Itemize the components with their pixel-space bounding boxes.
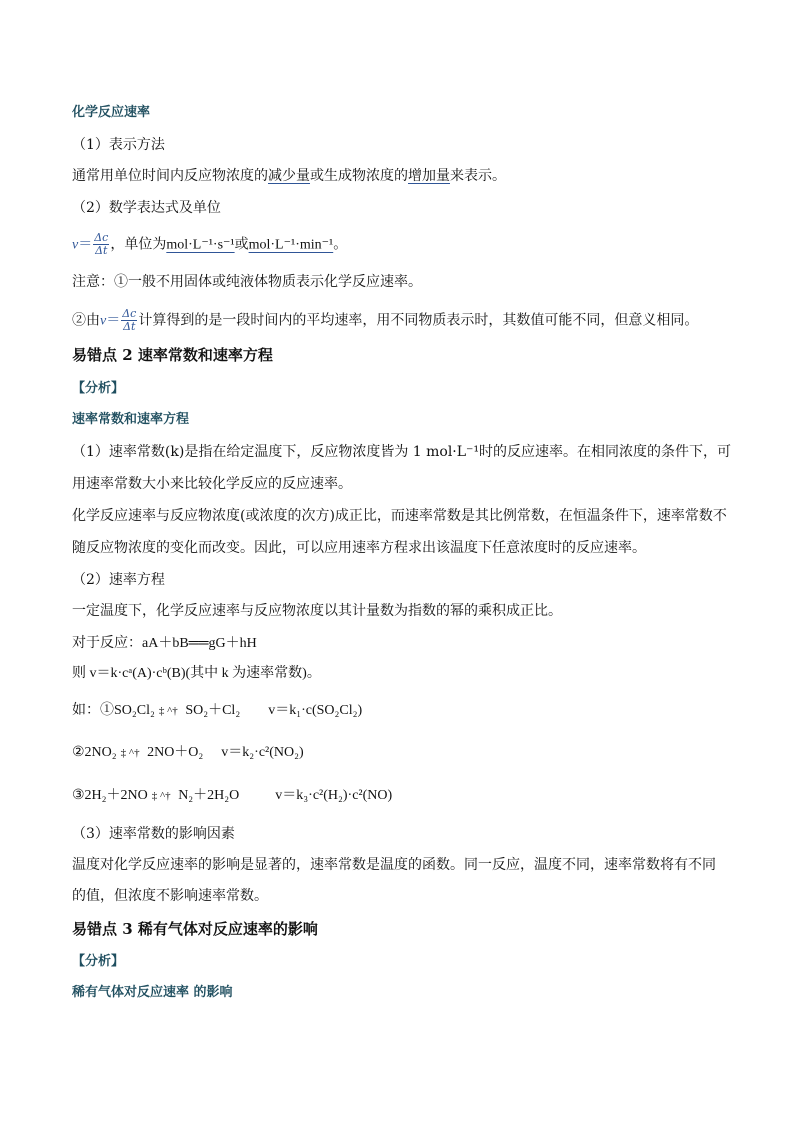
unit-per-minute: mol·L⁻¹·min⁻¹ (248, 237, 334, 253)
example-reaction-3 (72, 786, 392, 806)
paragraph-label: （3）速率常数的影响因素 (72, 826, 235, 842)
underlined-text: 增加量 (408, 168, 450, 184)
paragraph-label: （1）表示方法 (72, 137, 165, 153)
paragraph-line: （1）速率常数(k)是指在给定温度下，反应物浓度皆为 1 mol·L⁻¹时的反应速率。在相同浓度的条件下，可 (72, 444, 732, 460)
equals-sign: ＝ (106, 313, 121, 329)
general-reaction: aA＋bB══gG＋hH (142, 636, 257, 651)
equilibrium-arrow-icon: ‡ ^† (158, 704, 178, 717)
paragraph-line: 一定温度下，化学反应速率与反应物浓度以其计量数为指数的幂的乘积成正比。 (72, 603, 562, 619)
fraction (93, 232, 109, 257)
paragraph-label: （2）数学表达式及单位 (72, 200, 221, 216)
text: ②由 (72, 312, 100, 329)
rate-expression: v＝k₃·c²(H₂)·c²(NO) (275, 788, 393, 803)
reaction-line (72, 633, 257, 654)
formula-line (72, 232, 347, 257)
products: SO₂＋Cl₂ (181, 703, 241, 718)
text: 。 (333, 236, 348, 253)
paragraph-line: 化学反应速率与反应物浓度(或浓度的次方)成正比，而速率常数是其比例常数，在恒温条件下，速率常数不 (72, 508, 727, 524)
text: 或 (234, 236, 249, 253)
products: N₂＋2H₂O (174, 788, 240, 803)
reactants: ③2H₂＋2NO (72, 788, 148, 803)
reactant: ②2NO₂ (72, 745, 117, 760)
fraction-numerator: Δc (122, 307, 137, 320)
fraction (121, 308, 137, 333)
analysis-label: 【分析】 (72, 381, 125, 396)
note-line (72, 308, 698, 333)
reactant: 如：①SO₂Cl₂ (72, 703, 155, 718)
variable-v: v (100, 313, 107, 329)
paragraph-line: 温度对化学反应速率的影响是显著的，速率常数是温度的函数。同一反应，温度不同，速率常数将有不同 (72, 857, 716, 873)
section-heading: 易错点 2 速率常数和速率方程 (72, 346, 273, 364)
fraction-denominator: Δt (123, 320, 136, 333)
equilibrium-arrow-icon: ‡ ^† (151, 789, 171, 802)
text: 或生成物浓度的 (310, 168, 408, 184)
paragraph-line: 的值，但浓度不影响速率常数。 (72, 888, 268, 904)
products: 2NO＋O₂ (143, 745, 204, 760)
rate-expression: v＝k₂·c²(NO₂) (221, 745, 304, 760)
fraction-denominator: Δt (95, 244, 108, 257)
equals-sign: ＝ (78, 237, 93, 253)
text: 来表示。 (450, 168, 506, 184)
subsection-title: 稀有气体对反应速率 的影响 (72, 985, 233, 1000)
unit-per-second: mol·L⁻¹·s⁻¹ (166, 237, 235, 253)
rate-expression: v＝k₁·c(SO₂Cl₂) (268, 703, 363, 718)
subsection-title: 速率常数和速率方程 (72, 412, 190, 427)
example-reaction-2 (72, 743, 304, 763)
section-title: 化学反应速率 (72, 105, 151, 120)
example-reaction-1 (72, 701, 362, 721)
variable-v: v (72, 237, 79, 253)
underlined-text: 减少量 (268, 168, 310, 184)
analysis-label: 【分析】 (72, 954, 125, 969)
section-heading: 易错点 3 稀有气体对反应速率的影响 (72, 920, 318, 938)
note-line: 注意：①一般不用固体或纯液体物质表示化学反应速率。 (72, 274, 422, 290)
text: ，单位为 (110, 236, 167, 253)
text: 通常用单位时间内反应物浓度的 (72, 168, 268, 184)
fraction-numerator: Δc (94, 231, 109, 244)
paragraph-line: 用速率常数大小来比较化学反应的反应速率。 (72, 476, 352, 492)
text: 计算得到的是一段时间内的平均速率，用不同物质表示时，其数值可能不同，但意义相同。 (138, 312, 699, 329)
paragraph (72, 166, 506, 186)
paragraph-label: （2）速率方程 (72, 572, 165, 588)
text: 对于反应： (72, 635, 142, 651)
equilibrium-arrow-icon: ‡ ^† (120, 746, 140, 759)
paragraph-line: 随反应物浓度的变化而改变。因此，可以应用速率方程求出该温度下任意浓度时的反应速率。 (72, 540, 646, 556)
rate-equation: 则 v＝k·cᵃ(A)·cᵇ(B)(其中 k 为速率常数)。 (72, 666, 321, 681)
